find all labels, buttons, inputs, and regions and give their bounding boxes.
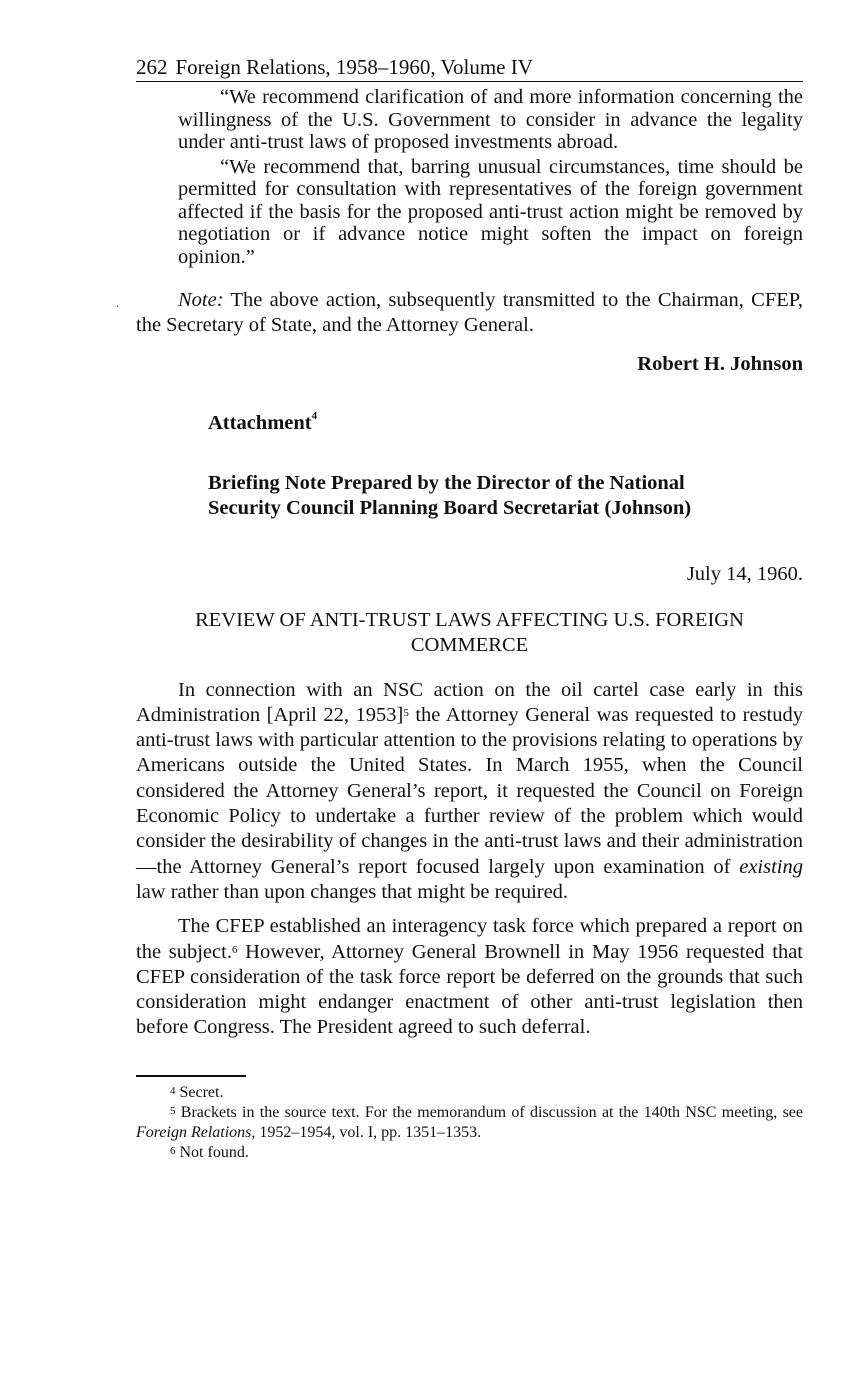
briefing-note-title <box>208 471 803 521</box>
document-title-line-2: COMMERCE <box>410 633 529 656</box>
attachment-heading <box>208 409 803 435</box>
footnote-ref-6: 6 <box>231 943 238 956</box>
footnote-4-number: 4 <box>170 1084 176 1097</box>
footnote-6-number: 6 <box>170 1144 176 1157</box>
briefing-title-line-1: Briefing Note Prepared by the Director of the National <box>208 471 685 494</box>
quote-paragraph-1: “We recommend clarification of and more information concerning the willingness of the U.S. Government to consider in advance the legality under anti-trust laws of proposed investments abroad. <box>178 86 803 153</box>
para2-text-a: The CFEP established an interagency task force which prepared a report on the subject. <box>136 915 803 963</box>
footnote-ref-4: 4 <box>311 409 318 422</box>
stray-mark: . <box>116 296 119 310</box>
briefing-title-line-2: Security Council Planning Board Secretariat (Johnson) <box>208 496 692 519</box>
note-block <box>116 288 803 339</box>
body-paragraph-1 <box>136 678 803 906</box>
footnotes <box>136 1083 803 1163</box>
footnote-4-text: Secret. <box>175 1083 224 1101</box>
body-paragraph-2 <box>136 914 803 1040</box>
para1-text-a: In connection with an NSC action on the oil cartel case early in this Administration [April 22, 1953] <box>136 678 803 726</box>
document-title-line-1: REVIEW OF ANTI-TRUST LAWS AFFECTING U.S. FOREIGN <box>195 608 744 631</box>
document-date: July 14, 1960. <box>686 562 803 585</box>
footnote-5-number: 5 <box>170 1104 176 1117</box>
para1-emphasis: existing <box>739 855 803 878</box>
running-title: Foreign Relations, 1958–1960, Volume IV <box>175 55 533 79</box>
note-text: The above action, subsequently transmitted to the Chairman, CFEP, the Secretary of State, and the Attorney General. <box>136 289 803 337</box>
footnote-5-emphasis: Foreign Relations, <box>136 1123 256 1141</box>
running-header <box>136 54 803 82</box>
note-label: Note: <box>178 289 224 311</box>
footnote-rule <box>136 1075 246 1077</box>
footnote-5 <box>136 1103 803 1143</box>
footnote-ref-5: 5 <box>403 706 409 719</box>
quoted-recommendations <box>178 86 803 268</box>
para2-text-b: However, Attorney General Brownell in May 1956 requested that CFEP consideration of the task force report be deferred on the grounds that such consideration might endanger enactment of other anti-trust legislation then before Congress. The President agreed to such deferral. <box>136 940 803 1039</box>
footnote-6-text: Not found. <box>175 1143 249 1161</box>
footnote-4 <box>136 1083 803 1103</box>
attachment-label: Attachment <box>208 411 312 434</box>
quote-paragraph-2: “We recommend that, barring unusual circumstances, time should be permitted for consultation with representatives of the foreign government affected if the basis for the proposed anti-trust action might be removed by negotiation or if advance notice might soften the impact on foreign opinion.” <box>178 155 803 268</box>
signature: Robert H. Johnson <box>637 352 803 375</box>
footnote-5-text: Brackets in the source text. For the memorandum of discussion at the 140th NSC meeting, see <box>175 1103 803 1121</box>
para1-text-c: law rather than upon changes that might be required. <box>136 880 569 903</box>
page-number: 262 <box>136 55 168 79</box>
document-page <box>116 54 803 1163</box>
footnote-5-tail: 1952–1954, vol. I, pp. 1351–1353. <box>255 1123 482 1141</box>
document-title <box>136 608 803 658</box>
para1-text-b: the Attorney General was requested to restudy anti-trust laws with particular attention to the provisions relating to operations by Americans outside the United States. In March 1955, when the Council considered the Attorney General’s report, it requested the Council on Foreign Economic Policy to undertake a further review of the problem which would consider the desirability of changes in the anti-trust laws and their administration—the Attorney General’s report focused largely upon examination of <box>136 703 803 878</box>
footnote-6 <box>136 1143 803 1163</box>
note-paragraph <box>136 288 803 339</box>
